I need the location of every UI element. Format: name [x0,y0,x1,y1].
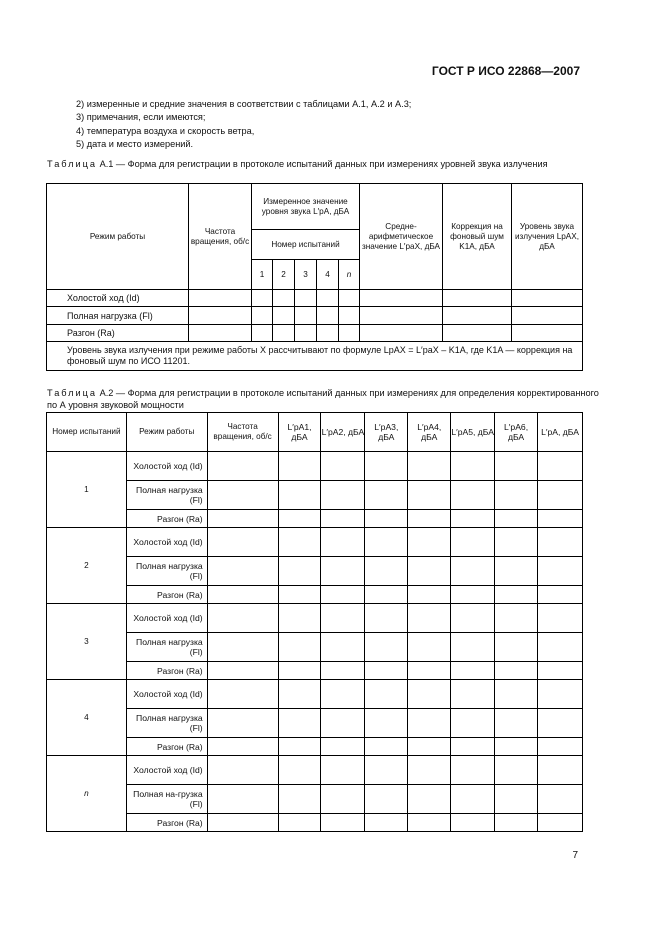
col-testno-header: Номер испытаний [252,230,360,260]
mode-label: Полная нагрузка (Fl) [126,481,207,510]
list-item: 2) измеренные и средние значения в соответствии с таблицами А.1, А.2 и А.3; [76,99,412,109]
table-row [47,680,583,709]
row-label: Полная нагрузка (Fl) [47,307,189,325]
col-level-header: Уровень звука излучения LpAX, дБА [512,184,583,290]
table-row [47,633,583,662]
col-correction-header: Коррекция на фоновый шум K1A, дБА [443,184,512,290]
list-item: 3) примечания, если имеются; [76,112,206,123]
table-row [47,662,583,680]
table-a1 [46,183,583,371]
table-row [47,307,583,325]
col-lpa4-header: L′pA4, дБА [408,413,451,452]
table2-caption [47,387,607,411]
table-row [47,604,583,633]
test-number: 3 [47,604,127,680]
table-row [47,557,583,586]
requirements-list [76,98,411,152]
test-number: 2 [273,260,295,290]
document-code: ГОСТ Р ИСО 22868—2007 [431,64,580,78]
table-row [47,785,583,814]
col-lpa1-header: L′pA1, дБА [278,413,321,452]
table-a2 [46,412,583,832]
col-lpa5-header: L′pA5, дБА [451,413,495,452]
test-number: 3 [295,260,317,290]
col-frequency-header: Частота вращения, об/с [189,184,252,290]
col-lpa2-header: L′pA2, дБА [321,413,365,452]
test-number: 1 [252,260,273,290]
col-lpa3-header: L′pA3, дБА [365,413,408,452]
mode-label: Холостой ход (Id) [126,680,207,709]
mode-label: Полная нагрузка (Fl) [126,633,207,662]
row-label: Разгон (Ra) [47,325,189,342]
col-mean-header: Средне-арифметическое значение L′paX, дБА [360,184,443,290]
table1-note: Уровень звука излучения при режиме работы X рассчитывают по формуле LpAX = L′paX – K1A, где K1A — коррекция на фоновый шум по ИСО 11201. [47,342,583,371]
mode-label: Полная нагрузка (Fl) [126,709,207,738]
mode-label: Разгон (Ra) [126,586,207,604]
mode-label: Разгон (Ra) [126,662,207,680]
table-row [47,756,583,785]
table-row [47,290,583,307]
table-row [47,586,583,604]
mode-label: Холостой ход (Id) [126,452,207,481]
table2-caption-text: А.2 — Форма для регистрации в протоколе испытаний данных при измерениях для определения корректированного по А уровня звуковой мощности [47,388,599,410]
page-number: 7 [572,850,578,861]
table-row [47,528,583,557]
list-item: 5) дата и место измерений. [76,139,194,150]
test-number: n [339,260,360,290]
table-row [47,452,583,481]
test-number: 1 [47,452,127,528]
table2-caption-label: Таблица [47,388,98,398]
col-frequency-header: Частота вращения, об/с [207,413,278,452]
table-row [47,325,583,342]
mode-label: Полная на-грузка (Fl) [126,785,207,814]
mode-label: Холостой ход (Id) [126,756,207,785]
mode-label: Разгон (Ra) [126,738,207,756]
col-lpa6-header: L′pA6, дБА [495,413,538,452]
col-measured-header: Измеренное значение уровня звука L′pA, дБА [252,184,360,230]
test-number: 2 [47,528,127,604]
table-row [47,510,583,528]
test-number: 4 [317,260,339,290]
col-testno-header: Номер испытаний [47,413,127,452]
mode-label: Полная нагрузка (Fl) [126,557,207,586]
mode-label: Разгон (Ra) [126,510,207,528]
list-item: 4) температура воздуха и скорость ветра, [76,125,255,136]
table1-caption-text: А.1 — Форма для регистрации в протоколе испытаний данных при измерениях уровней звука излучения [99,159,548,169]
table-row [47,709,583,738]
table-row [47,481,583,510]
row-label: Холостой ход (Id) [47,290,189,307]
test-number: 4 [47,680,127,756]
table1-caption [47,158,607,170]
table1-caption-label: Таблица [47,159,98,169]
mode-label: Холостой ход (Id) [126,604,207,633]
mode-label: Разгон (Ra) [126,814,207,832]
col-lpa-mean-header: L′pA, дБА [538,413,583,452]
mode-label: Холостой ход (Id) [126,528,207,557]
col-mode-header: Режим работы [126,413,207,452]
table-row [47,738,583,756]
table-row [47,814,583,832]
col-mode-header: Режим работы [47,184,189,290]
test-number: n [47,756,127,832]
